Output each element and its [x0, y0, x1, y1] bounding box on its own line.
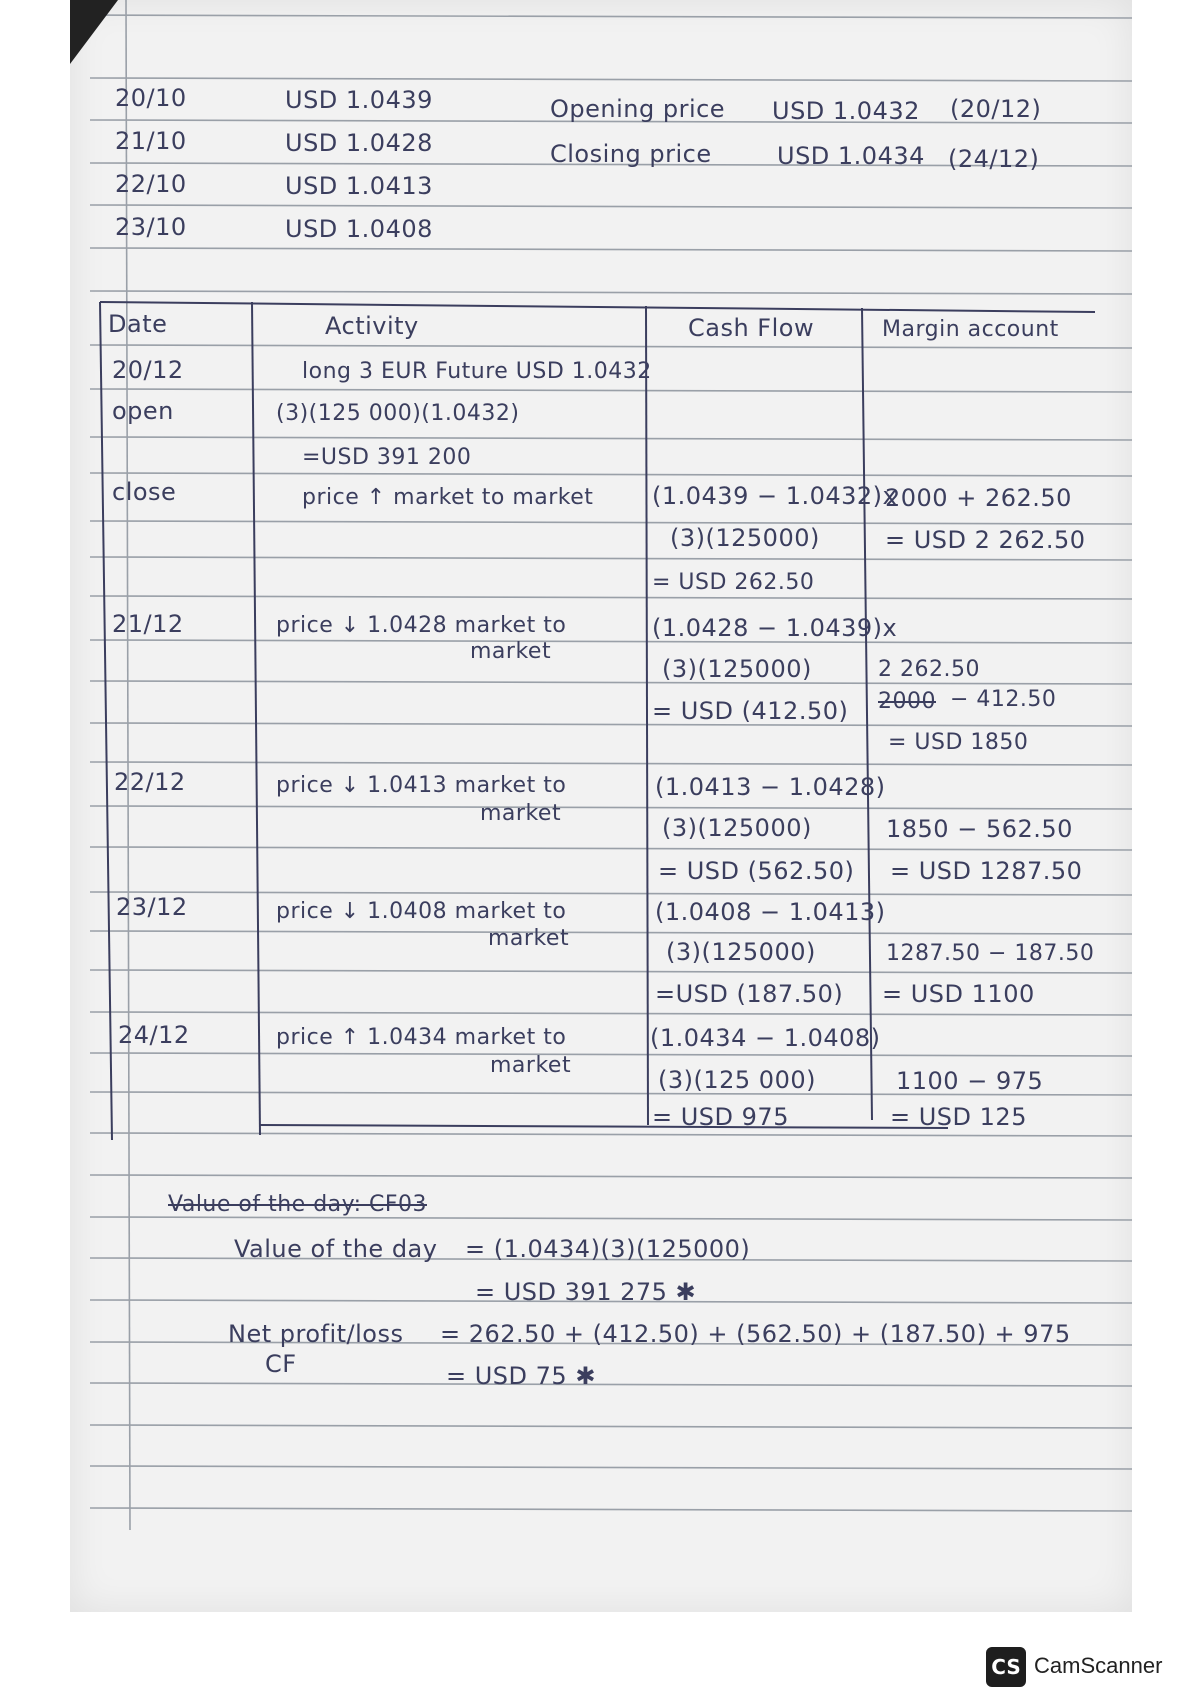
cash-flow-line: (1.0408 − 1.0413)	[655, 898, 886, 926]
margin-line: 2000 + 262.50	[885, 484, 1072, 512]
activity-line: (3)(125 000)(1.0432)	[276, 401, 520, 426]
margin-line: 1850 − 562.50	[886, 815, 1073, 843]
cash-flow-line: = USD (412.50)	[652, 697, 849, 725]
margin-line: 2 262.50	[878, 657, 980, 682]
activity-line: market	[488, 926, 570, 951]
cash-flow-line: (1.0439 − 1.0432)x	[652, 482, 898, 510]
net-profit-result: = USD 75 ✱	[446, 1362, 596, 1390]
row-date: 20/12	[112, 356, 184, 384]
cash-flow-line: (3)(125000)	[670, 524, 820, 552]
rate-date-4: 23/10	[115, 213, 187, 241]
margin-line: = USD 1287.50	[890, 857, 1083, 885]
activity-line: long 3 EUR Future USD 1.0432	[302, 359, 652, 384]
cash-flow-line: = USD (562.50)	[658, 857, 855, 885]
margin-struck-value: 2000	[878, 689, 936, 714]
activity-line: market	[490, 1053, 572, 1078]
value-of-day-result: = USD 391 275 ✱	[475, 1278, 697, 1306]
header-activity: Activity	[325, 312, 419, 340]
activity-line: =USD 391 200	[302, 445, 472, 470]
camscanner-logo: CS	[986, 1647, 1026, 1687]
margin-line: = USD 2 262.50	[885, 526, 1086, 554]
activity-line: market	[470, 639, 552, 664]
activity-line: price ↓ 1.0428 market to	[276, 613, 567, 638]
rate-value-4: USD 1.0408	[285, 215, 433, 243]
notebook-page	[70, 0, 1132, 1612]
value-of-day-expression: = (1.0434)(3)(125000)	[465, 1235, 751, 1263]
summary-heading-struck: Value of the day: CF03	[168, 1192, 427, 1217]
row-date: open	[112, 397, 174, 425]
page-ruling	[70, 0, 1132, 1612]
closing-price-label: Closing price	[550, 140, 712, 168]
activity-line: price ↓ 1.0413 market to	[276, 773, 567, 798]
net-profit-sub-label: CF	[265, 1350, 297, 1378]
row-date: 21/12	[112, 610, 184, 638]
value-of-day-label: Value of the day	[234, 1235, 438, 1263]
cash-flow-line: (3)(125000)	[662, 814, 812, 842]
rate-date-1: 20/10	[115, 84, 187, 112]
margin-line: 1287.50 − 187.50	[886, 941, 1095, 966]
opening-price-value: USD 1.0432	[772, 97, 920, 125]
header-date: Date	[108, 310, 168, 338]
row-date: 22/12	[114, 768, 186, 796]
cash-flow-line: (3)(125000)	[662, 655, 812, 683]
margin-line: = USD 1850	[888, 730, 1029, 755]
cash-flow-line: (1.0413 − 1.0428)	[655, 773, 886, 801]
cash-flow-line: (1.0428 − 1.0439)x	[652, 614, 898, 642]
activity-line: price ↓ 1.0408 market to	[276, 899, 567, 924]
cash-flow-line: = USD 975	[652, 1103, 789, 1131]
cash-flow-line: =USD (187.50)	[655, 980, 844, 1008]
margin-line: 1100 − 975	[896, 1067, 1044, 1095]
header-cash-flow: Cash Flow	[688, 314, 815, 342]
header-margin-account: Margin account	[882, 317, 1059, 342]
page-corner-shadow	[70, 0, 118, 64]
cash-flow-line: (1.0434 − 1.0408)	[650, 1024, 881, 1052]
rate-date-2: 21/10	[115, 127, 187, 155]
cash-flow-line: (3)(125 000)	[658, 1066, 816, 1094]
margin-line: − 412.50	[950, 687, 1057, 712]
rate-value-3: USD 1.0413	[285, 172, 433, 200]
row-date: close	[112, 478, 177, 506]
activity-line: market	[480, 801, 562, 826]
net-profit-expression: = 262.50 + (412.50) + (562.50) + (187.50) + 975	[440, 1320, 1071, 1348]
cash-flow-line: = USD 262.50	[652, 570, 815, 595]
activity-line: price ↑ 1.0434 market to	[276, 1025, 567, 1050]
margin-line: = USD 1100	[882, 980, 1035, 1008]
row-date: 23/12	[116, 893, 188, 921]
rate-value-2: USD 1.0428	[285, 129, 433, 157]
opening-price-date: (20/12)	[950, 95, 1042, 123]
camscanner-text: CamScanner	[1034, 1653, 1163, 1678]
activity-line: price ↑ market to market	[302, 485, 594, 510]
cash-flow-line: (3)(125000)	[666, 938, 816, 966]
closing-price-date: (24/12)	[948, 145, 1040, 173]
net-profit-label: Net profit/loss	[228, 1320, 404, 1348]
closing-price-value: USD 1.0434	[777, 142, 925, 170]
rate-date-3: 22/10	[115, 170, 187, 198]
margin-line: = USD 125	[890, 1103, 1027, 1131]
row-date: 24/12	[118, 1021, 190, 1049]
rate-value-1: USD 1.0439	[285, 86, 433, 114]
opening-price-label: Opening price	[550, 95, 726, 123]
